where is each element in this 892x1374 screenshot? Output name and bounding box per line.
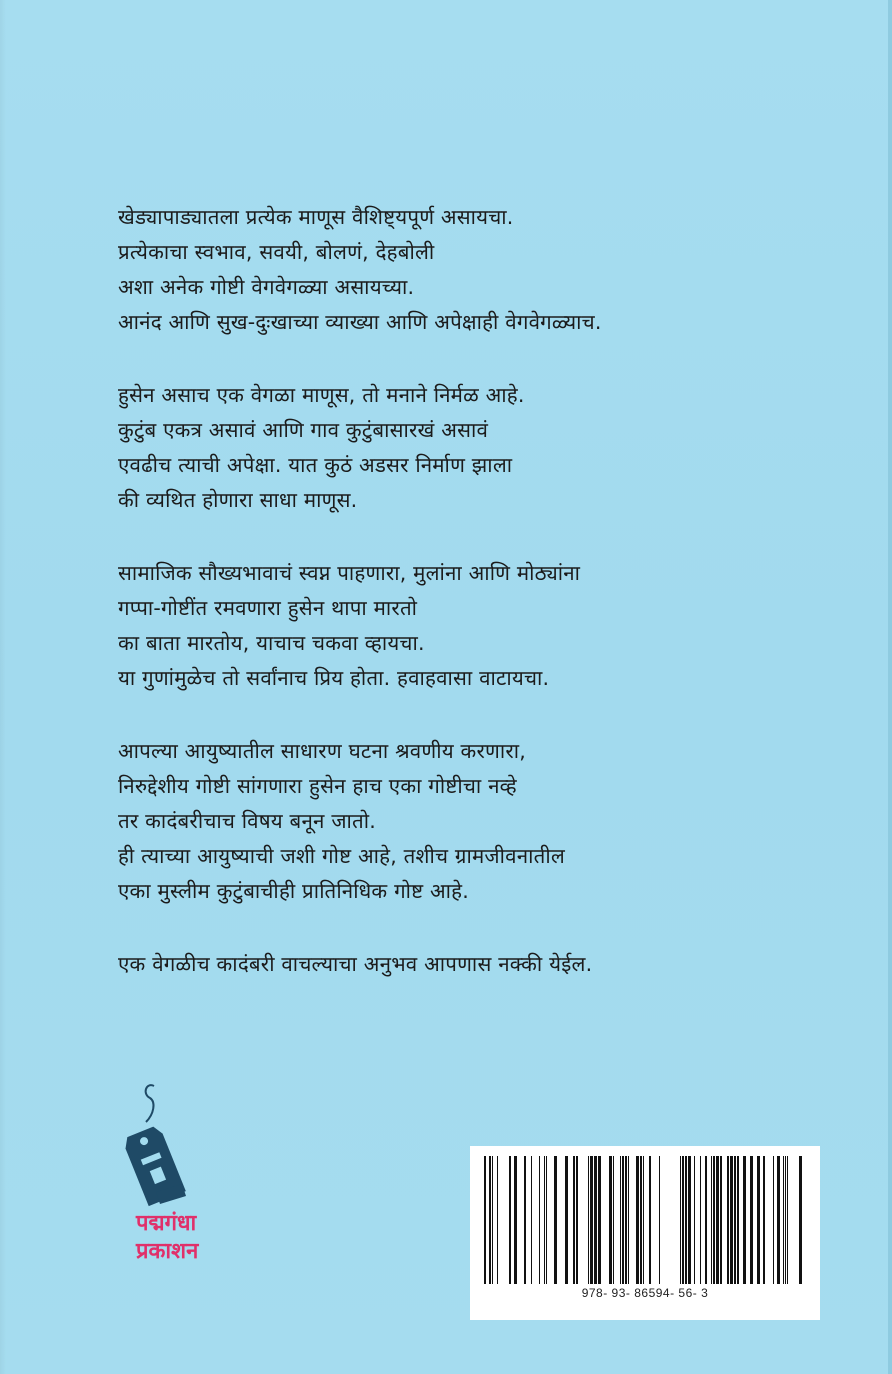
blurb-line: का बाता मारतोय, याचाच चकवा व्हायचा. [118,631,425,655]
barcode-bar [773,1156,774,1284]
barcode-bar [620,1156,621,1284]
blurb-paragraph-5 [118,947,818,982]
barcode-bar [705,1156,707,1284]
cover-edge [888,0,892,1374]
blurb-line: कुटुंब एकत्र असावं आणि गाव कुटुंबासारखं असावं [118,418,489,442]
barcode-bar [588,1156,589,1284]
barcode-bar [636,1156,639,1284]
barcode-bar [763,1156,765,1284]
barcode-bar [785,1156,786,1284]
blurb-line: ही त्याच्या आयुष्याची जशी गोष्ट आहे, तशीच ग्रामजीवनातील [118,844,565,868]
blurb-line: खेड्यापाड्यातला प्रत्येक माणूस वैशिष्ट्यपूर्ण असायचा. [118,205,514,229]
barcode-bar [787,1156,788,1284]
barcode-bar [489,1156,491,1284]
barcode-bar [594,1156,597,1284]
blurb-paragraph-1 [118,200,818,340]
barcode-bar [777,1156,780,1284]
blurb-line: या गुणांमुळेच तो सर्वांनाच प्रिय होता. हवाहवासा वाटायचा. [118,666,550,690]
barcode-bar [565,1156,568,1284]
barcode-bar [659,1156,660,1284]
barcode-bar [514,1156,517,1284]
barcode-bar [544,1156,545,1284]
barcode-bar [643,1156,644,1284]
barcode-bar [688,1156,691,1284]
barcode-bar [524,1156,526,1284]
barcode-bar [716,1156,719,1284]
barcode-bar [685,1156,687,1284]
blurb-line: तर कादंबरीचाच विषय बनून जातो. [118,809,376,833]
publisher-name-line2: प्रकाशन [136,1239,199,1264]
barcode-bar [649,1156,651,1284]
barcode-bar [720,1156,722,1284]
barcode [470,1146,820,1320]
barcode-bar [613,1156,614,1284]
price-tag-icon [116,1080,206,1210]
barcode-bar [598,1156,601,1284]
barcode-bar [573,1156,575,1284]
barcode-bar [783,1156,784,1284]
barcode-bar [727,1156,729,1284]
barcode-bar [554,1156,557,1284]
blurb-paragraph-3 [118,556,818,696]
publisher-logo [108,1080,248,1270]
barcode-bar [622,1156,624,1284]
barcode-bar [628,1156,629,1284]
blurb-paragraph-4 [118,734,818,909]
barcode-bar [750,1156,753,1284]
blurb-line: सामाजिक सौख्यभावाचं स्वप्न पाहणारा, मुलांना आणि मोठ्यांना [118,561,581,585]
blurb-line: एका मुस्लीम कुटुंबाचीही प्रातिनिधिक गोष्ट आहे. [118,879,469,903]
blurb-line: गप्पा-गोष्टींत रमवणारा हुसेन थापा मारतो [118,596,418,620]
barcode-bar [757,1156,760,1284]
blurb-line: आपल्या आयुष्यातील साधारण घटना श्रवणीय करणारा, [118,739,526,763]
isbn-number: 978- 93- 86594- 56- 3 [581,1286,709,1300]
barcode-bar [700,1156,701,1284]
barcode-bar [640,1156,642,1284]
blurb-line: एक वेगळीच कादंबरी वाचल्याचा अनुभव आपणास नक्की येईल. [118,952,593,976]
barcode-bar [743,1156,746,1284]
barcode-bar [484,1156,486,1284]
barcode-bar [590,1156,593,1284]
blurb-line: प्रत्येकाचा स्वभाव, सवयी, बोलणं, देहबोली [118,240,435,264]
blurb-line: निरुद्देशीय गोष्टी सांगणारा हुसेन हाच एका गोष्टीचा नव्हे [118,774,517,798]
barcode-bar [576,1156,578,1284]
barcode-bar [734,1156,736,1284]
publisher-name-line1: पद्मगंधा [136,1211,197,1236]
barcode-bar [625,1156,627,1284]
blurb-line: एवढीच त्याची अपेक्षा. यात कुठं अडसर निर्माण झाला [118,453,513,477]
barcode-bar [730,1156,733,1284]
barcode-bar [539,1156,540,1284]
barcode-bars [482,1156,808,1284]
barcode-bar [713,1156,715,1284]
barcode-bar [492,1156,493,1284]
barcode-bar [546,1156,547,1284]
barcode-bar [680,1156,681,1284]
barcode-bar [609,1156,612,1284]
blurb-text [118,200,818,1020]
barcode-bar [737,1156,739,1284]
barcode-bar [531,1156,532,1284]
barcode-bar [694,1156,695,1284]
blurb-line: हुसेन असाच एक वेगळा माणूस, तो मनाने निर्मळ आहे. [118,383,525,407]
blurb-line: की व्यथित होणारा साधा माणूस. [118,488,358,512]
barcode-bar [509,1156,511,1284]
barcode-bar [682,1156,684,1284]
blurb-paragraph-2 [118,378,818,518]
blurb-line: आनंद आणि सुख-दुःखाच्या व्याख्या आणि अपेक्षाही वेगवेगळ्याच. [118,310,602,334]
barcode-bar [711,1156,712,1284]
blurb-line: अशा अनेक गोष्टी वेगवेगळ्या असायच्या. [118,275,415,299]
barcode-bar [497,1156,498,1284]
barcode-bar [799,1156,802,1284]
